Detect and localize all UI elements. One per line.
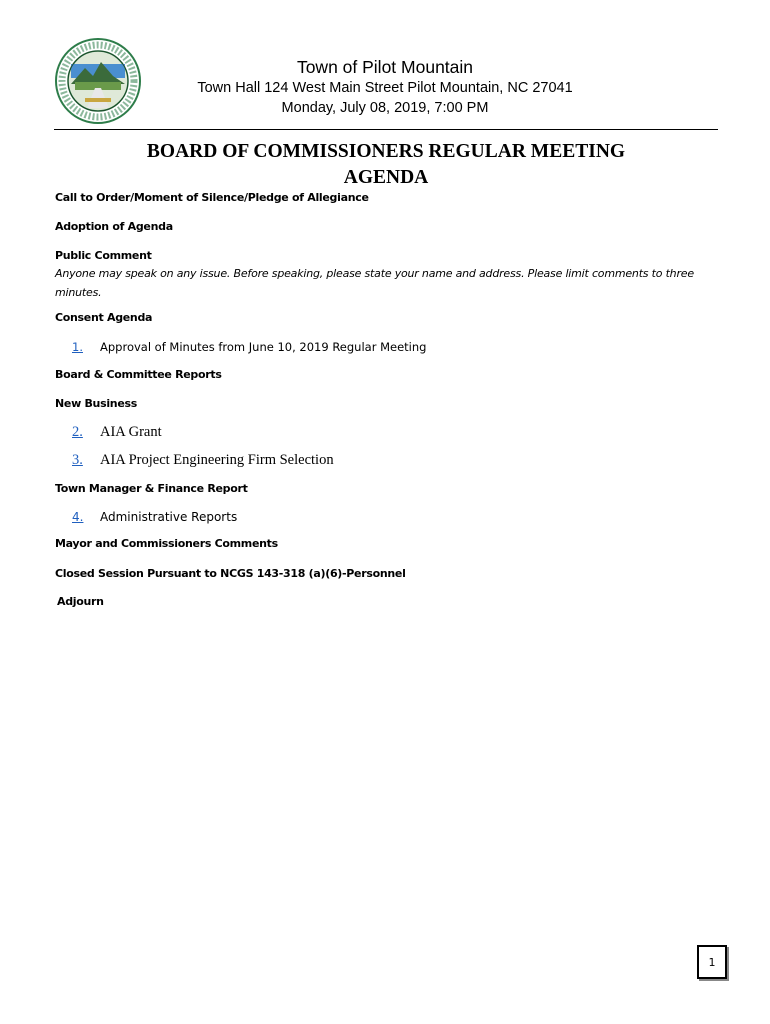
section-adjourn: Adjourn (57, 595, 104, 608)
section-new-business: New Business (55, 397, 137, 410)
town-name: Town of Pilot Mountain (296, 57, 474, 77)
agenda-item-1 (72, 340, 715, 354)
section-manager-report: Town Manager & Finance Report (55, 482, 248, 495)
agenda-item-3 (72, 452, 715, 469)
item-number-link[interactable]: 2. (72, 424, 83, 440)
page-number: 1 (697, 945, 727, 979)
section-adoption: Adoption of Agenda (55, 220, 173, 233)
item-number-link[interactable]: 1. (72, 340, 83, 354)
item-number-link[interactable]: 4. (72, 510, 84, 524)
section-call-to-order: Call to Order/Moment of Silence/Pledge of Allegiance (55, 191, 369, 204)
agenda-body (55, 190, 715, 609)
section-public-comment: Public Comment (55, 249, 152, 262)
section-consent-agenda: Consent Agenda (55, 311, 153, 324)
agenda-item-2 (72, 424, 715, 441)
item-label: Administrative Reports (100, 510, 238, 524)
town-seal-logo (55, 36, 141, 126)
meeting-datetime: Monday, July 08, 2019, 7:00 PM (281, 100, 489, 116)
agenda-item-4 (72, 510, 715, 524)
document-header (150, 56, 620, 118)
section-mayor-comments: Mayor and Commissioners Comments (55, 537, 278, 550)
public-comment-note: Anyone may speak on any issue. Before speaking, please state your name and address. Please limit comments to three minutes. (55, 267, 694, 299)
section-board-reports: Board & Committee Reports (55, 368, 222, 381)
item-number-link[interactable]: 3. (72, 452, 83, 468)
header-divider (54, 129, 718, 130)
page-title (54, 139, 718, 191)
title-line-2: AGENDA (343, 167, 429, 188)
title-line-1: BOARD OF COMMISSIONERS REGULAR MEETING (146, 141, 626, 162)
item-label: AIA Project Engineering Firm Selection (100, 452, 334, 468)
meeting-address: Town Hall 124 West Main Street Pilot Mountain, NC 27041 (197, 80, 573, 96)
section-closed-session: Closed Session Pursuant to NCGS 143-318 (a)(6)-Personnel (55, 567, 406, 580)
item-label: AIA Grant (100, 424, 162, 440)
item-label: Approval of Minutes from June 10, 2019 Regular Meeting (100, 340, 427, 354)
